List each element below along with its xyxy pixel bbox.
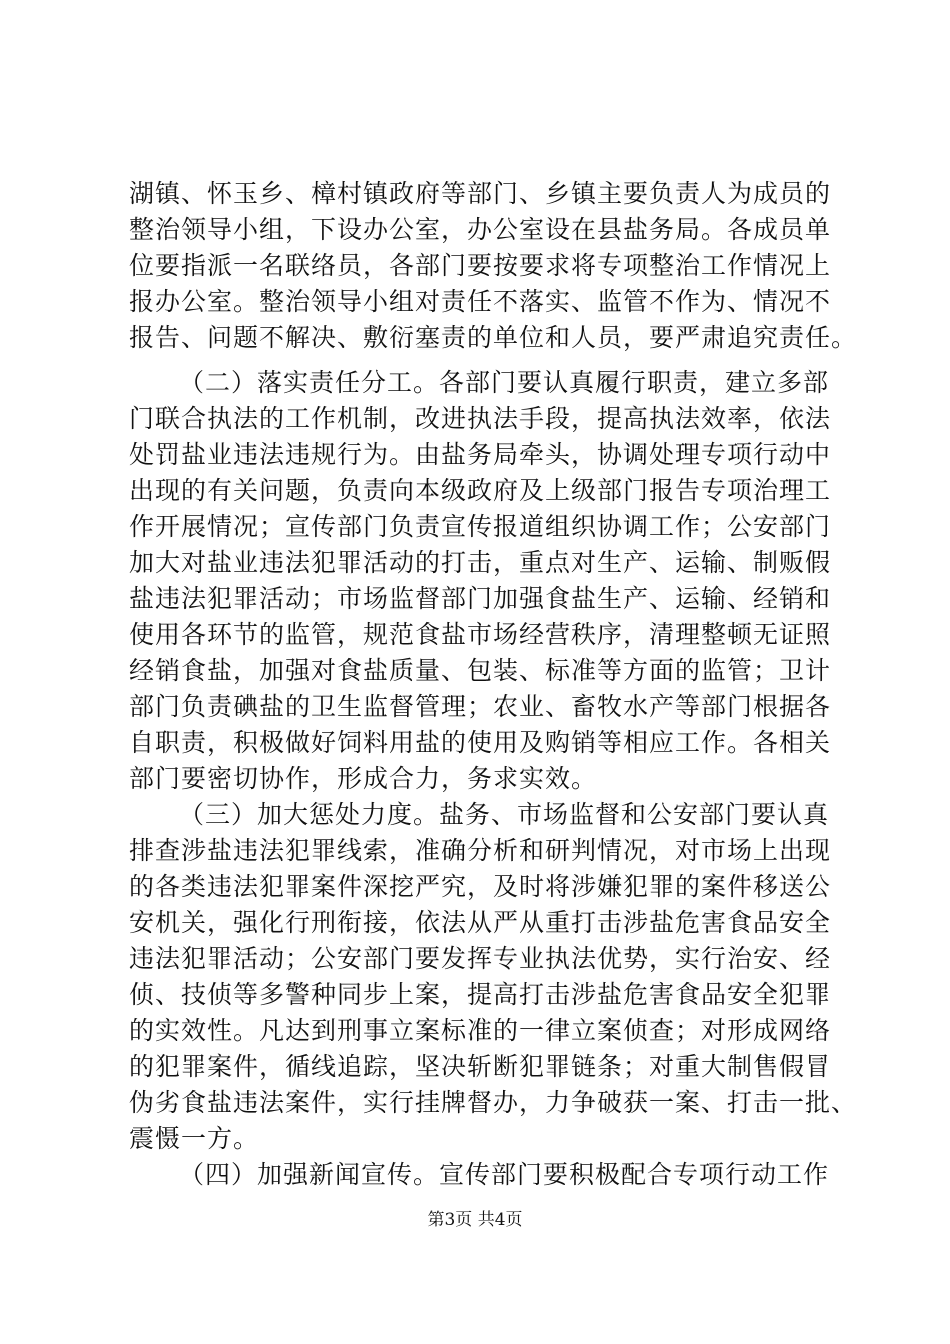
- text-line: 报办公室。整治领导小组对责任不落实、监管不作为、情况不: [129, 287, 832, 316]
- text-line: 经销食盐，加强对食盐质量、包装、标准等方面的监管；卫计: [129, 656, 832, 685]
- text-line: 湖镇、怀玉乡、樟村镇政府等部门、乡镇主要负责人为成员的: [129, 179, 832, 208]
- text-line: 排查涉盐违法犯罪线索，准确分析和研判情况，对市场上出现: [129, 836, 832, 865]
- paragraph-4-start: （四）加强新闻宣传。宣传部门要积极配合专项行动工作: [179, 1160, 830, 1189]
- paragraph-2-start: （二）落实责任分工。各部门要认真履行职责，建立多部: [179, 368, 830, 397]
- page-footer: 第3页 共4页: [427, 1210, 523, 1230]
- text-line: 门联合执法的工作机制，改进执法手段，提高执法效率，依法: [129, 404, 832, 433]
- text-line: 处罚盐业违法违规行为。由盐务局牵头，协调处理专项行动中: [129, 440, 832, 469]
- text-line: 伪劣食盐违法案件，实行挂牌督办，力争破获一案、打击一批、: [129, 1088, 858, 1117]
- text-line: 报告、问题不解决、敷衍塞责的单位和人员，要严肃追究责任。: [129, 323, 858, 352]
- text-line: 作开展情况；宣传部门负责宣传报道组织协调工作；公安部门: [129, 512, 832, 541]
- text-line: 部门负责碘盐的卫生监督管理；农业、畜牧水产等部门根据各: [129, 692, 832, 721]
- text-line: 的实效性。凡达到刑事立案标准的一律立案侦查；对形成网络: [129, 1016, 832, 1045]
- text-line: 整治领导小组，下设办公室，办公室设在县盐务局。各成员单: [129, 215, 832, 244]
- text-line: 的犯罪案件，循线追踪，坚决斩断犯罪链条；对重大制售假冒: [129, 1052, 832, 1081]
- text-line: 使用各环节的监管，规范食盐市场经营秩序，清理整顿无证照: [129, 620, 832, 649]
- text-line: 出现的有关问题，负责向本级政府及上级部门报告专项治理工: [129, 476, 832, 505]
- text-line: 位要指派一名联络员，各部门要按要求将专项整治工作情况上: [129, 251, 832, 280]
- text-line: 违法犯罪活动；公安部门要发挥专业执法优势，实行治安、经: [129, 944, 832, 973]
- text-line: 部门要密切协作，形成合力，务求实效。: [129, 764, 598, 793]
- text-line: 的各类违法犯罪案件深挖严究，及时将涉嫌犯罪的案件移送公: [129, 872, 832, 901]
- text-line: 自职责，积极做好饲料用盐的使用及购销等相应工作。各相关: [129, 728, 832, 757]
- text-line: 安机关，强化行刑衔接，依法从严从重打击涉盐危害食品安全: [129, 908, 832, 937]
- text-line: 震慑一方。: [129, 1124, 260, 1153]
- text-line: 盐违法犯罪活动；市场监督部门加强食盐生产、运输、经销和: [129, 584, 832, 613]
- text-line: 加大对盐业违法犯罪活动的打击，重点对生产、运输、制贩假: [129, 548, 832, 577]
- text-line: 侦、技侦等多警种同步上案，提高打击涉盐危害食品安全犯罪: [129, 980, 832, 1009]
- paragraph-3-start: （三）加大惩处力度。盐务、市场监督和公安部门要认真: [179, 800, 830, 829]
